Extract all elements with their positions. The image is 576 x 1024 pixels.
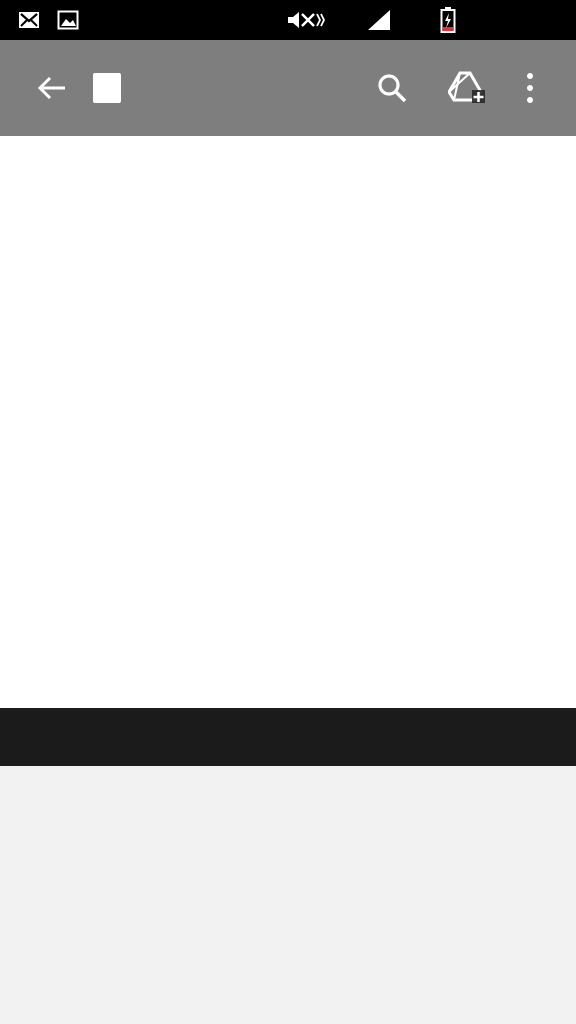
- pdf-page[interactable]: [0, 40, 576, 708]
- pdf-file-icon: [93, 73, 121, 103]
- battery-charging-icon: [440, 6, 456, 34]
- viewer-toolbar: [0, 40, 576, 136]
- mute-vibrate-icon: [286, 8, 326, 32]
- more-options-icon[interactable]: [524, 70, 536, 106]
- status-bar: [0, 0, 576, 40]
- page-separator: [0, 708, 576, 766]
- gallery-icon: [57, 9, 79, 31]
- pdf-page-2[interactable]: [0, 766, 576, 1024]
- signal-icon: [366, 8, 392, 32]
- sms-icon: [18, 9, 40, 31]
- search-icon[interactable]: [376, 72, 408, 104]
- back-arrow-icon[interactable]: [36, 72, 68, 104]
- drive-add-icon[interactable]: [448, 70, 486, 106]
